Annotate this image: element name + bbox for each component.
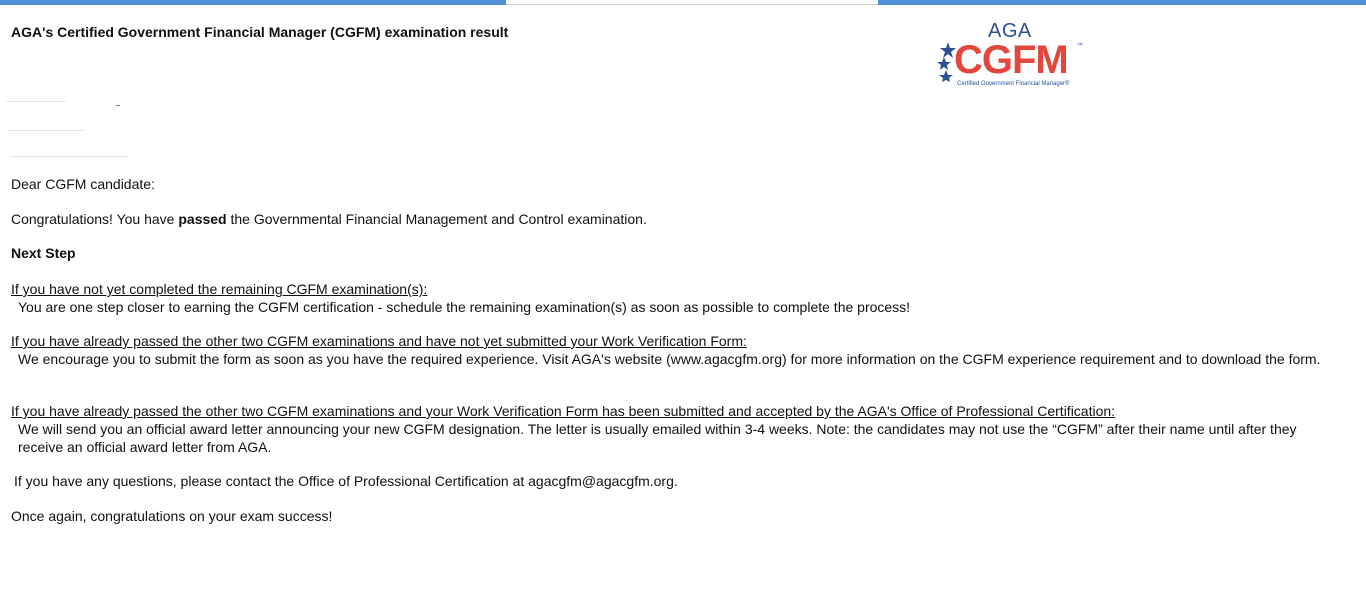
- section-body: We will send you an official award letter announcing your new CGFM designation. The letter is usually emailed within 3-4 weeks. Note: the candidates may not use the “CGFM” after their name until after they receive an official award letter from AGA.: [18, 421, 1297, 455]
- redacted-line: [6, 101, 66, 102]
- section-body: We encourage you to submit the form as soon as you have the required experience. Visit AGA's website (www.agacgfm.org) for more information on the CGFM experience requirement and to download the form.: [18, 351, 1321, 367]
- logo-cgfm-text: CGFM: [954, 38, 1068, 82]
- redacted-line: [10, 156, 128, 157]
- redacted-line: [8, 130, 84, 131]
- congrats-before: Congratulations! You have: [11, 211, 179, 227]
- congratulations-line: [11, 210, 647, 228]
- congrats-emphasis: passed: [178, 211, 227, 227]
- logo-aga-text: AGA: [988, 20, 1032, 42]
- window-tab[interactable]: [506, 0, 878, 5]
- cgfm-logo: [936, 20, 1086, 90]
- salutation: Dear CGFM candidate:: [11, 176, 155, 192]
- redacted-line: [116, 105, 120, 106]
- congrats-after: the Governmental Financial Management and Control examination.: [226, 211, 647, 227]
- section-heading: If you have not yet completed the remaining CGFM examination(s):: [11, 281, 428, 297]
- logo-trademark: ™: [1077, 43, 1083, 49]
- closing-line: Once again, congratulations on your exam success!: [11, 508, 333, 524]
- document-title: AGA's Certified Government Financial Manager (CGFM) examination result: [11, 24, 509, 40]
- section-heading: If you have already passed the other two CGFM examinations and have not yet submitted your Work Verification Form:: [11, 333, 747, 349]
- section-body: You are one step closer to earning the CGFM certification - schedule the remaining examination(s) as soon as possible to complete the process!: [18, 299, 911, 315]
- next-step-heading: Next Step: [11, 245, 76, 261]
- contact-line: If you have any questions, please contact the Office of Professional Certification at agacgfm@agacgfm.org.: [14, 473, 678, 489]
- logo-tagline: Certified Government Financial Manager®: [957, 81, 1070, 87]
- section-heading: If you have already passed the other two CGFM examinations and your Work Verification Form has been submitted and accepted by the AGA's Office of Professional Certification:: [11, 403, 1116, 419]
